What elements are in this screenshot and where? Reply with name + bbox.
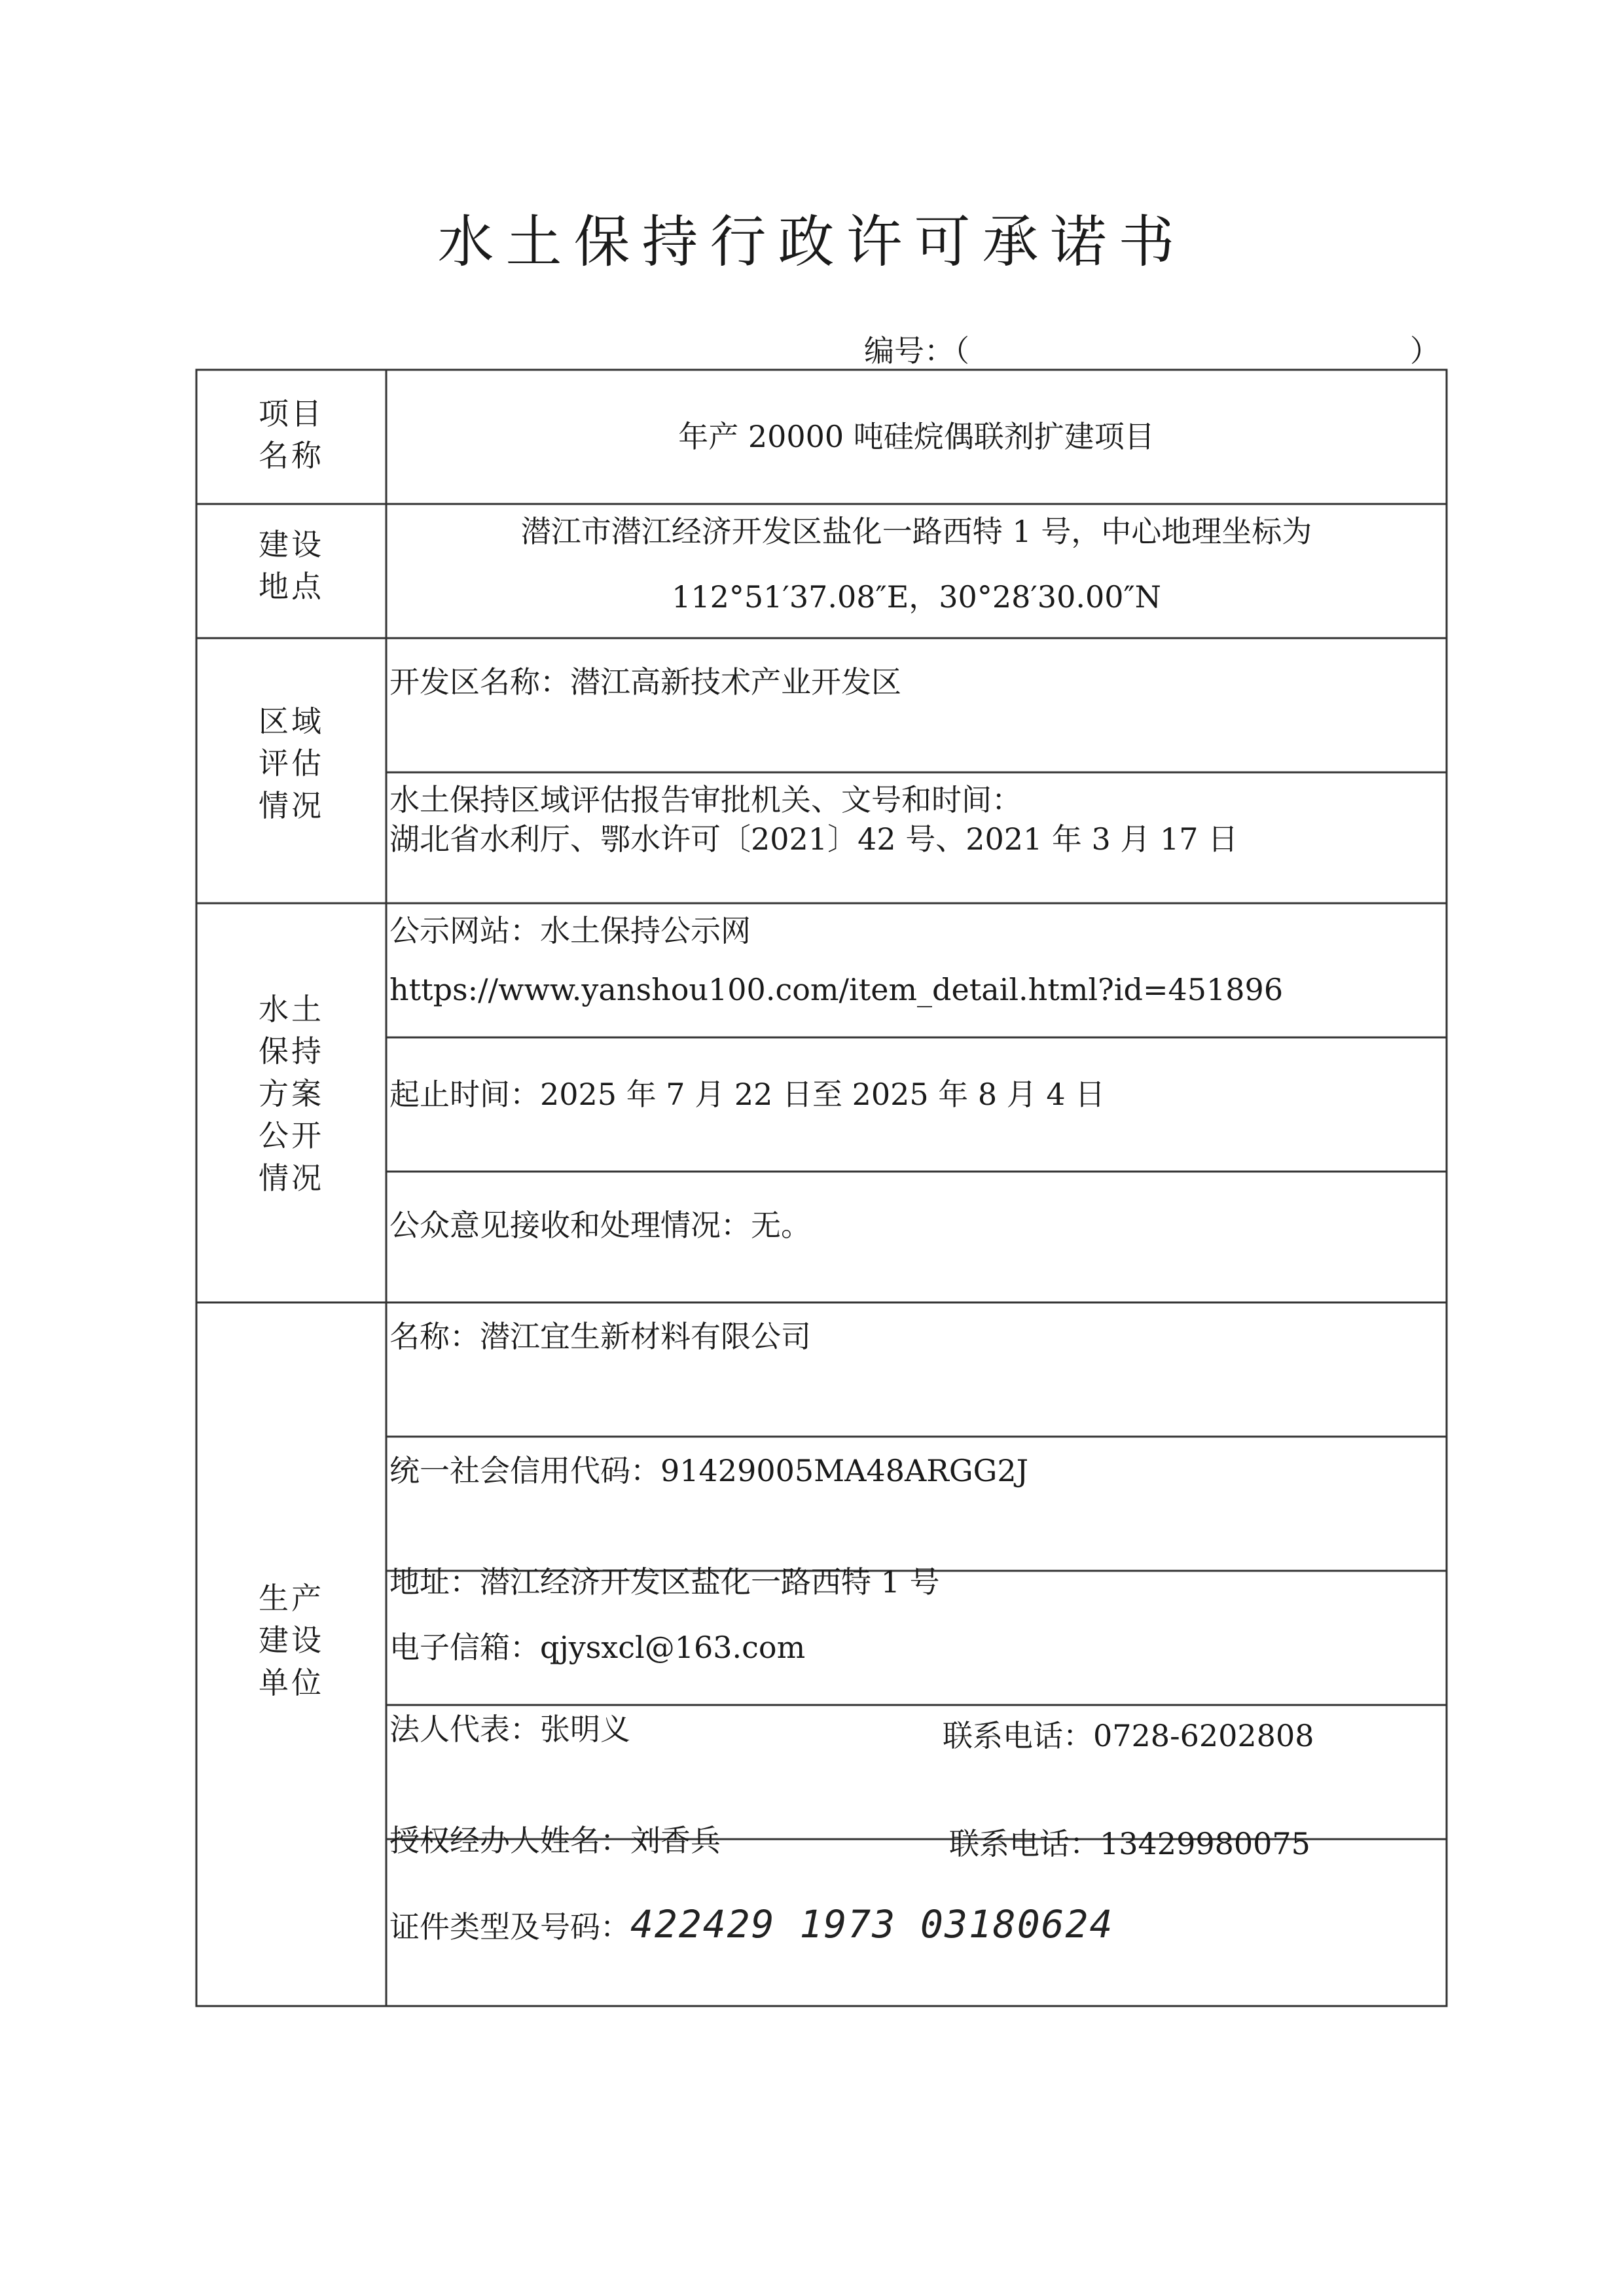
site-line1: 潜江市潜江经济开发区盐化一路西特 1 号，中心地理坐标为 [520,514,1312,549]
zone-approval-value: 湖北省水利厅、鄂水许可〔2021〕42 号、2021 年 3 月 17 日 [389,821,1238,857]
zone-dev-zone: 开发区名称：潜江高新技术产业开发区 [389,664,901,700]
site-line2: 112°51′37.08″E，30°28′30.00″N [672,579,1161,615]
unit-legal-rep: 法人代表：张明义 [389,1712,630,1747]
disclosure-feedback: 公众意见接收和处理情况：无。 [389,1208,811,1243]
label-zone: 区域 评估 情况 [259,704,324,823]
unit-agent: 授权经办人姓名：刘香兵 [389,1823,721,1858]
unit-id-label: 证件类型及号码： [389,1909,630,1945]
unit-email: 电子信箱：qjysxcl@163.com [389,1630,806,1665]
label-project-name: 项目 名称 [259,396,324,474]
label-disclosure: 水土 保持 方案 公开 情况 [259,992,324,1196]
unit-agent-phone: 联系电话：13429980075 [949,1826,1310,1861]
project-name-value: 年产 20000 吨硅烷偶联剂扩建项目 [678,419,1155,454]
number-close: ） [1410,333,1440,368]
disclosure-period: 起止时间：2025 年 7 月 22 日至 2025 年 8 月 4 日 [389,1077,1106,1112]
disclosure-url[interactable]: https://www.yanshou100.com/item_detail.html?id=451896 [389,972,1284,1007]
unit-name: 名称：潜江宜生新材料有限公司 [389,1319,811,1354]
label-site: 建设 地点 [259,527,324,605]
label-unit: 生产 建设 单位 [259,1581,324,1700]
disclosure-website: 公示网站：水土保持公示网 [389,913,751,948]
unit-credit-code: 统一社会信用代码：91429005MA48ARGG2J [389,1453,1029,1488]
unit-address: 地址：潜江经济开发区盐化一路西特 1 号 [389,1564,940,1600]
unit-legal-phone: 联系电话：0728-6202808 [943,1718,1314,1753]
number-label: 编号：（ [864,333,969,368]
unit-id-line [389,1898,1113,1951]
unit-id-number-handwritten: 422429 1973 03180624 [630,1902,1114,1946]
document-title: 水土保持行政许可承诺书 [437,209,1187,275]
zone-approval-heading: 水土保持区域评估报告审批机关、文号和时间： [389,782,1022,817]
